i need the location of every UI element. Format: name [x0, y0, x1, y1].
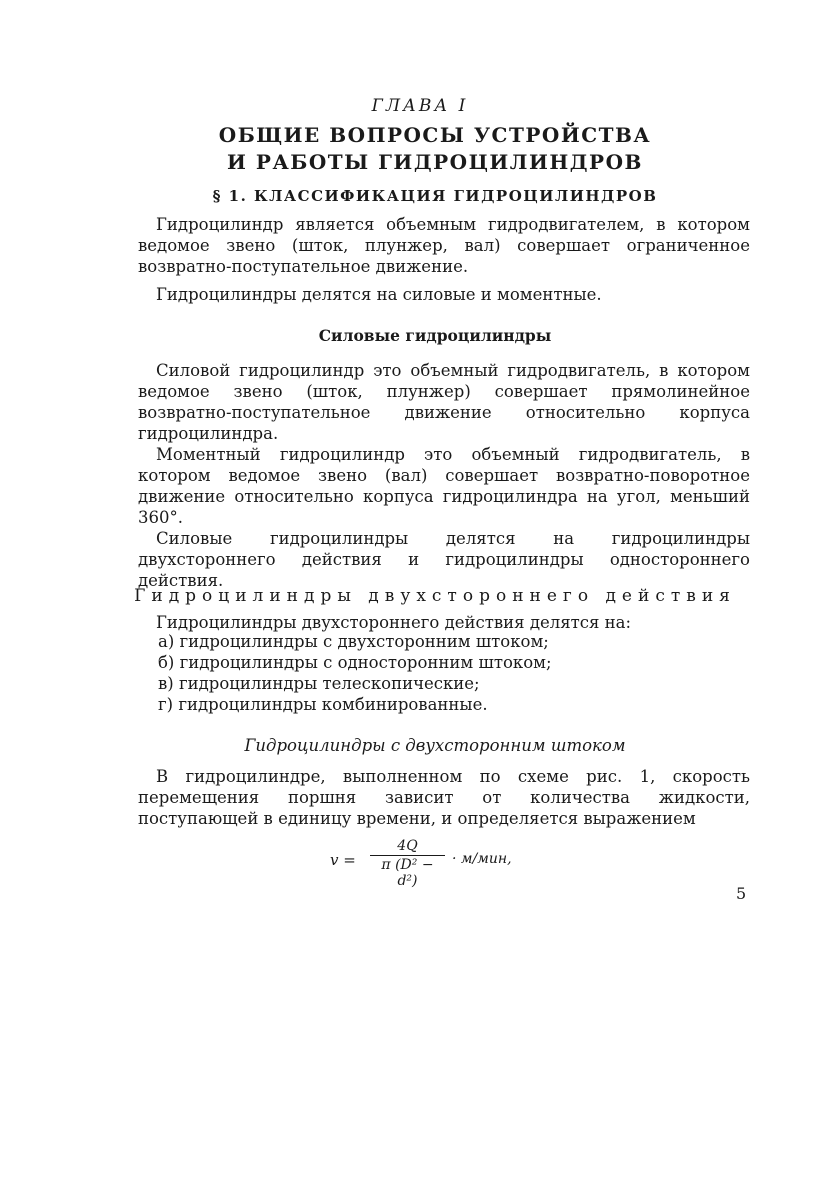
formula-numerator: 4Q: [397, 838, 418, 854]
paragraph-division: Гидроцилиндры делятся на силовые и моментные.: [156, 285, 602, 304]
paragraph-moment-cylinder: Моментный гидроцилиндр это объемный гидродвигатель, в котором ведомое звено (вал) совершает возвратно-поворотное движение относительно корпуса гидроцилиндра на угол, меньший 360°.: [138, 445, 750, 527]
chapter-title-line-1: ОБЩИЕ ВОПРОСЫ УСТРОЙСТВА: [218, 123, 652, 147]
chapter-label: ГЛАВА I: [371, 96, 469, 116]
subheading-power-cylinders: Силовые гидроцилиндры: [318, 326, 552, 345]
chapter-title-line-2: И РАБОТЫ ГИДРОЦИЛИНДРОВ: [227, 150, 643, 174]
page-number: 5: [736, 884, 747, 903]
list-item: б) гидроцилиндры с односторонним штоком;: [158, 653, 552, 672]
paragraph-double-acting-division: Гидроцилиндры двухстороннего действия делятся на:: [156, 613, 632, 632]
subheading-double-rod: Гидроцилиндры с двухсторонним штоком: [244, 736, 626, 755]
formula-unit: · м/мин,: [452, 851, 512, 867]
speed-formula: [330, 838, 590, 888]
cylinder-types-list: [158, 631, 718, 715]
paragraph-definition: Гидроцилиндр является объемным гидродвигателем, в котором ведомое звено (шток, плунжер, вал) совершает ограниченное возвратно-поступательное движение.: [138, 215, 750, 276]
list-item: г) гидроцилиндры комбинированные.: [158, 695, 488, 714]
list-item: в) гидроцилиндры телескопические;: [158, 674, 480, 693]
section-title: § 1. КЛАССИФИКАЦИЯ ГИДРОЦИЛИНДРОВ: [212, 187, 658, 205]
paragraph-piston-speed: В гидроцилиндре, выполненном по схеме рис. 1, скорость перемещения поршня зависит от количества жидкости, поступающей в единицу времени, и определяется выражением: [138, 767, 750, 828]
formula-lhs: v =: [330, 851, 356, 869]
paragraph-power-cylinder: Силовой гидроцилиндр это объемный гидродвигатель, в котором ведомое звено (шток, плунжер) совершает прямолинейное возвратно-поступательное движение относительно корпуса гидроцилиндра.: [138, 361, 750, 443]
paragraph-power-division: Силовые гидроцилиндры делятся на гидроцилиндры двухстороннего действия и гидроцилиндры одностороннего действия.: [138, 529, 750, 590]
subheading-double-acting: Гидроцилиндры двухстороннего действия: [134, 586, 736, 606]
formula-fraction: [370, 838, 445, 889]
chapter-title: [0, 122, 840, 176]
formula-denominator: π (D² − d²): [381, 857, 434, 889]
list-item: а) гидроцилиндры с двухсторонним штоком;: [158, 632, 549, 651]
fraction-bar: [370, 855, 445, 856]
